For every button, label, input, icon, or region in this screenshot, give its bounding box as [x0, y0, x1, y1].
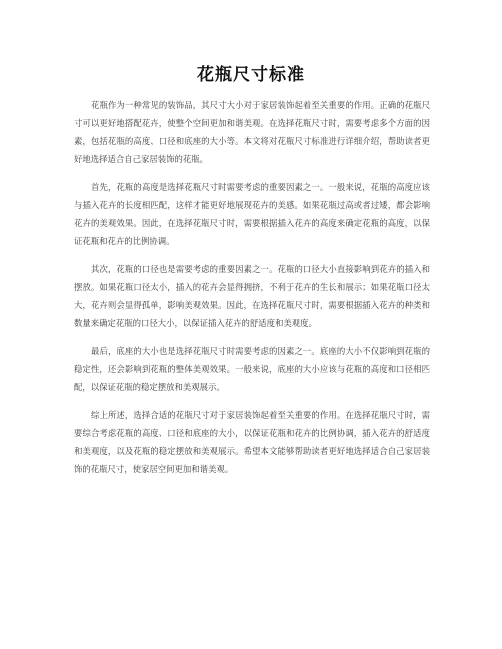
paragraph-opening: 其次，花瓶的口径也是需要考虑的重要因素之一。花瓶的口径大小直接影响到花卉的插入和摆放。如果花瓶口径太小，插入的花卉会显得拥挤，不利于花卉的生长和展示；如果花瓶口径太大，花卉则会显得孤单，影响美观效果。因此，在选择花瓶尺寸时，需要根据插入花卉的种类和数量来确定花瓶的口径大小，以保证插入花卉的舒适度和美观度。 [74, 264, 430, 328]
document-title: 花瓶尺寸标准 [197, 65, 305, 85]
document-body [74, 96, 430, 488]
paragraph-base: 最后，底座的大小也是选择花瓶尺寸时需要考虑的因素之一。底座的大小不仅影响到花瓶的稳定性，还会影响到花瓶的整体美观效果。一般来说，底座的大小应该与花瓶的高度和口径相匹配，以保证花瓶的稳定摆放和美观展示。 [74, 346, 430, 392]
paragraph-height: 首先，花瓶的高度是选择花瓶尺寸时需要考虑的重要因素之一。一般来说，花瓶的高度应该与插入花卉的长度相匹配，这样才能更好地展现花卉的美感。如果花瓶过高或者过矮，都会影响花卉的美观效果。因此，在选择花瓶尺寸时，需要根据插入花卉的高度来确定花瓶的高度，以保证花瓶和花卉的比例协调。 [74, 182, 430, 246]
paragraph-intro: 花瓶作为一种常见的装饰品，其尺寸大小对于家居装饰起着至关重要的作用。正确的花瓶尺寸可以更好地搭配花卉，使整个空间更加和谐美观。在选择花瓶尺寸时，需要考虑多个方面的因素，包括花瓶的高度、口径和底座的大小等。本文将对花瓶尺寸标准进行详细介绍，帮助读者更好地选择适合自己家居装饰的花瓶。 [74, 100, 430, 164]
paragraph-summary: 综上所述，选择合适的花瓶尺寸对于家居装饰起着至关重要的作用。在选择花瓶尺寸时，需要综合考虑花瓶的高度、口径和底座的大小，以保证花瓶和花卉的比例协调，插入花卉的舒适度和美观度，以及花瓶的稳定摆放和美观展示。希望本文能够帮助读者更好地选择适合自己家居装饰的花瓶尺寸，使家居空间更加和谐美观。 [74, 410, 430, 474]
